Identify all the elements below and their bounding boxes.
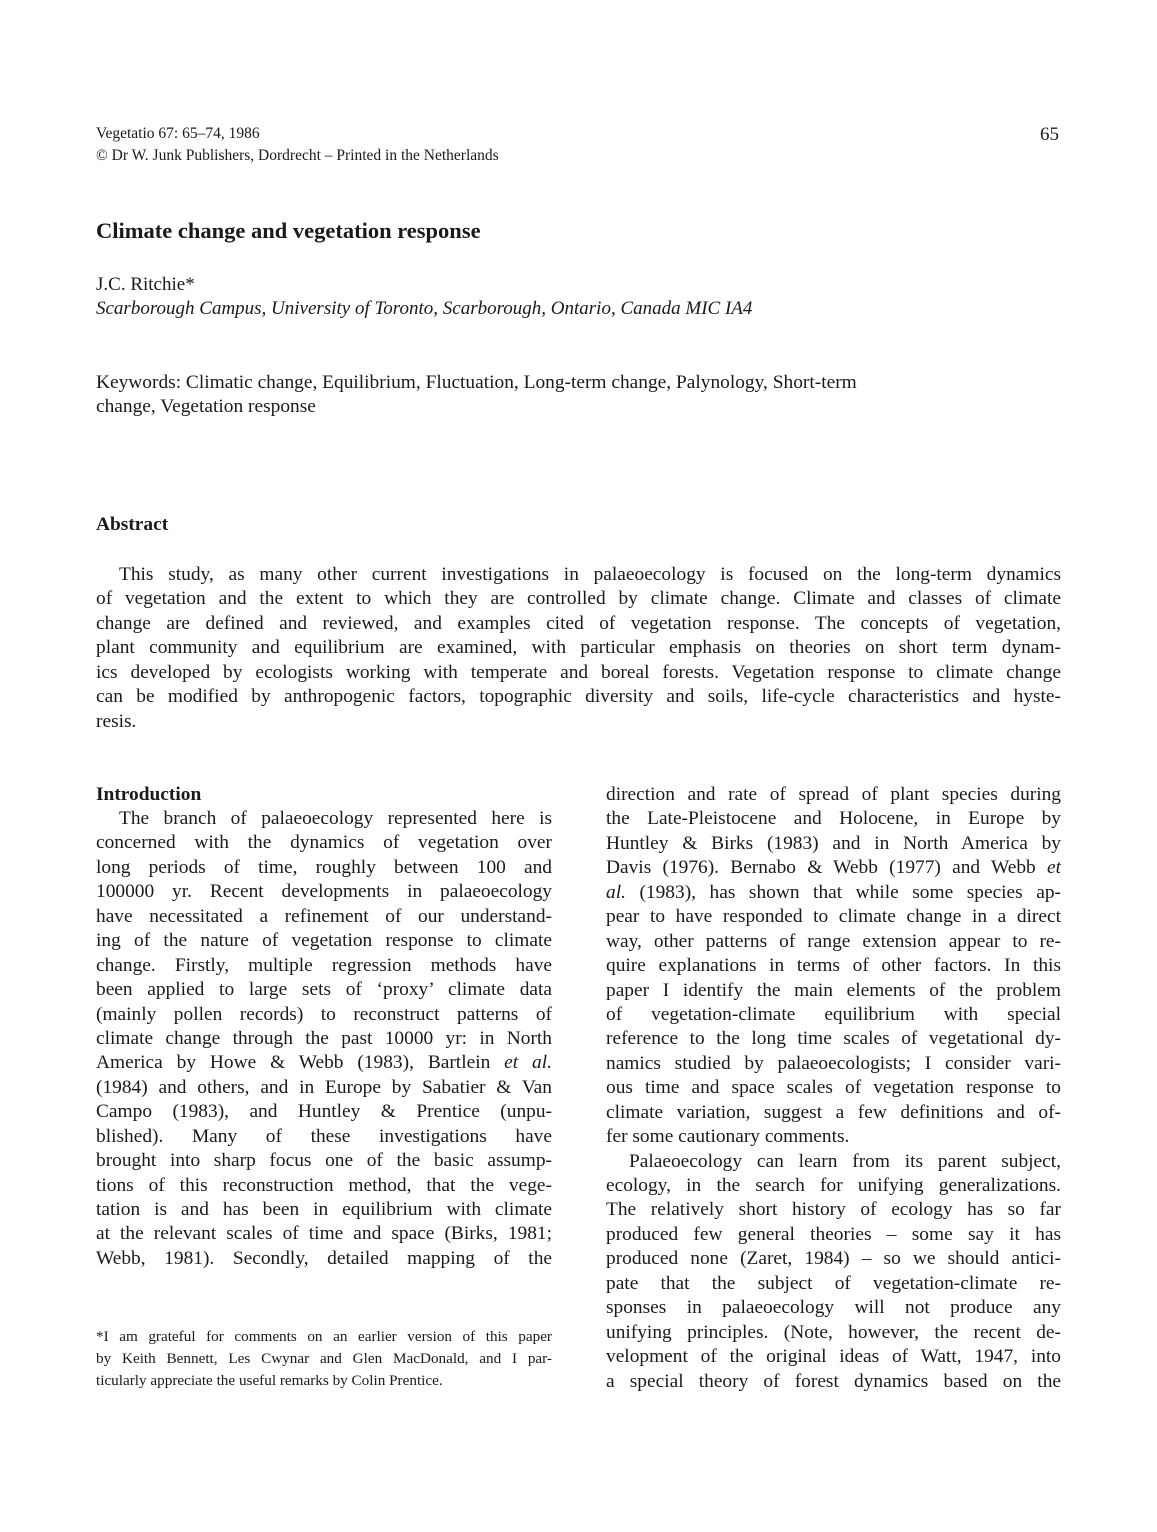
author-block xyxy=(96,273,752,321)
text-line: ics developed by ecologists working with temperate and boreal forests. Vegetation response to climate change xyxy=(96,661,1061,683)
text-line: a special theory of forest dynamics based on the xyxy=(606,1370,1061,1392)
text-line: *I am grateful for comments on an earlier version of this paper xyxy=(96,1328,552,1345)
text-line: Palaeoecology can learn from its parent subject, xyxy=(629,1150,1061,1172)
text-line: climate variation, suggest a few definitions and of- xyxy=(606,1101,1061,1123)
text-line: change. Firstly, multiple regression methods have xyxy=(96,954,552,976)
keywords xyxy=(96,371,1061,420)
text-line: of vegetation and the extent to which they are controlled by climate change. Climate and classes of climate xyxy=(96,588,1061,610)
text-line: pate that the subject of vegetation-climate re- xyxy=(606,1272,1061,1294)
text-line: the Late-Pleistocene and Holocene, in Europe by xyxy=(606,808,1061,830)
author-affiliation: Scarborough Campus, University of Toronto, Scarborough, Ontario, Canada MIC IA4 xyxy=(96,298,753,319)
text-line: The branch of palaeoecology represented here is xyxy=(119,808,552,829)
text-line: This study, as many other current investigations in palaeoecology is focused on the long-term dynamics xyxy=(119,564,1061,585)
text-line: plant community and equilibrium are examined, with particular emphasis on theories on short term dynam- xyxy=(96,637,1061,659)
text-line: way, other patterns of range extension appear to re- xyxy=(606,930,1061,952)
italic-text: al. xyxy=(606,881,626,903)
text-line: direction and rate of spread of plant species during xyxy=(606,784,1061,805)
journal-citation: Vegetatio 67: 65–74, 1986 xyxy=(96,125,260,142)
text-line: quire explanations in terms of other factors. In this xyxy=(606,955,1061,977)
text-line: ous time and space scales of vegetation response to xyxy=(606,1077,1061,1099)
text-line: Huntley & Birks (1983) and in North America by xyxy=(606,832,1061,854)
abstract-heading: Abstract xyxy=(96,514,169,535)
text-line: long periods of time, roughly between 100 and xyxy=(96,856,552,878)
text-line: (mainly pollen records) to reconstruct patterns of xyxy=(96,1003,552,1025)
introduction-heading: Introduction xyxy=(96,784,202,805)
text-line: Campo (1983), and Huntley & Prentice (unpu- xyxy=(96,1101,552,1123)
italic-text: et al. xyxy=(504,1052,552,1074)
text-line: concerned with the dynamics of vegetation over xyxy=(96,832,552,854)
text-line: have necessitated a refinement of our understand- xyxy=(96,905,552,927)
text-line: paper I identify the main elements of the problem xyxy=(606,979,1061,1001)
footnote xyxy=(96,1326,552,1392)
text-line: sponses in palaeoecology will not produce any xyxy=(606,1297,1061,1319)
text-line: change are defined and reviewed, and examples cited of vegetation response. The concepts of vegetation, xyxy=(96,612,1061,634)
text-line: climate change through the past 10000 yr: in North xyxy=(96,1027,552,1049)
text-segment: America by Howe & Webb (1983), Bartlein xyxy=(96,1052,505,1074)
text-line: at the relevant scales of time and space (Birks, 1981; xyxy=(96,1223,552,1245)
text-line: namics studied by palaeoecologists; I consider vari- xyxy=(606,1052,1061,1074)
keywords-line: Keywords: Climatic change, Equilibrium, Fluctuation, Long-term change, Palynology, Short-term xyxy=(96,372,857,393)
text-line: ticularly appreciate the useful remarks by Colin Prentice. xyxy=(96,1372,443,1389)
page-number: 65 xyxy=(1040,124,1059,145)
text-line: unifying principles. (Note, however, the recent de- xyxy=(606,1321,1061,1343)
text-line: can be modified by anthropogenic factors, topographic diversity and soils, life-cycle characteristics and hyste- xyxy=(96,686,1061,708)
keywords-line: change, Vegetation response xyxy=(96,396,316,418)
text-line: brought into sharp focus one of the basic assump- xyxy=(96,1150,552,1172)
text-line: fer some cautionary comments. xyxy=(606,1126,850,1148)
text-line: produced none (Zaret, 1984) – so we should antici- xyxy=(606,1248,1061,1270)
text-line: of vegetation-climate equilibrium with special xyxy=(606,1003,1061,1025)
text-line: resis. xyxy=(96,710,137,732)
text-line: pear to have responded to climate change in a direct xyxy=(606,906,1061,928)
text-line: been applied to large sets of ‘proxy’ climate data xyxy=(96,979,552,1001)
text-line: velopment of the original ideas of Watt, 1947, into xyxy=(606,1346,1061,1368)
text-line xyxy=(606,881,1061,905)
text-line: ecology, in the search for unifying generalizations. xyxy=(606,1175,1061,1197)
text-segment: Davis (1976). Bernabo & Webb (1977) and Webb xyxy=(606,857,1047,879)
introduction-left-column xyxy=(96,807,552,1271)
text-line: 100000 yr. Recent developments in palaeoecology xyxy=(96,881,552,903)
text-segment: (1983), has shown that while some species ap- xyxy=(625,881,1061,903)
text-line xyxy=(606,856,1061,880)
italic-text: et xyxy=(1047,857,1061,879)
text-line: The relatively short history of ecology has so far xyxy=(606,1199,1061,1221)
text-line: (1984) and others, and in Europe by Sabatier & Van xyxy=(96,1076,552,1098)
text-line xyxy=(96,1051,552,1075)
paper-title: Climate change and vegetation response xyxy=(96,218,481,243)
text-line: tation is and has been in equilibrium with climate xyxy=(96,1199,552,1220)
text-line: produced few general theories – some say it has xyxy=(606,1223,1061,1245)
running-header xyxy=(96,123,499,167)
text-line: ing of the nature of vegetation response to climate xyxy=(96,930,552,952)
text-line: Webb, 1981). Secondly, detailed mapping of the xyxy=(96,1247,552,1269)
text-line: tions of this reconstruction method, that the vege- xyxy=(96,1174,552,1196)
author-name: J.C. Ritchie* xyxy=(96,274,195,295)
publisher-line: © Dr W. Junk Publishers, Dordrecht – Printed in the Netherlands xyxy=(96,147,499,164)
text-line: by Keith Bennett, Les Cwynar and Glen MacDonald, and I par- xyxy=(96,1350,552,1367)
abstract-body xyxy=(96,563,1061,734)
text-line: blished). Many of these investigations have xyxy=(96,1125,552,1147)
text-line: reference to the long time scales of vegetational dy- xyxy=(606,1028,1061,1050)
introduction-right-column xyxy=(606,783,1061,1394)
